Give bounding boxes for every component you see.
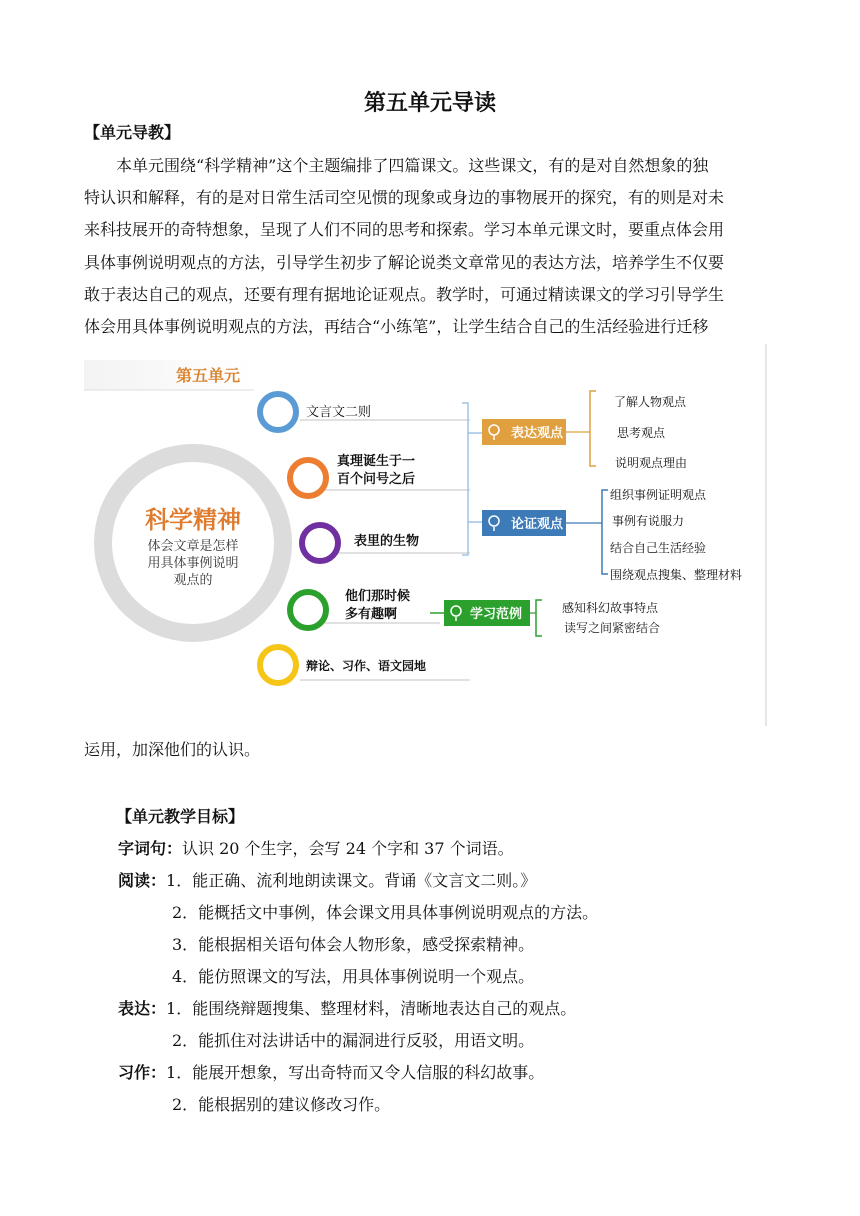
group-item: 读写之间紧密结合 [564, 621, 661, 635]
group-item: 说明观点理由 [615, 456, 688, 470]
goal-line [172, 900, 598, 923]
goal-label: 阅读： [118, 871, 167, 890]
goal-label: 表达： [118, 999, 167, 1018]
center-title: 科学精神 [145, 506, 241, 534]
goal-text: 1．能展开想象，写出奇特而又令人信服的科幻故事。 [166, 1063, 545, 1082]
section-heading-teaching-goals: 【单元教学目标】 [116, 807, 245, 826]
group-label: 论证观点 [511, 517, 564, 532]
unit-label: 第五单元 [176, 366, 241, 385]
group-label: 表达观点 [511, 426, 564, 441]
goal-text: 1．能围绕辩题搜集、整理材料，清晰地表达自己的观点。 [166, 999, 577, 1018]
group-item: 结合自己生活经验 [610, 541, 707, 555]
group-item: 了解人物观点 [614, 395, 687, 409]
goal-label: 习作： [118, 1063, 167, 1082]
lesson-title: 百个问号之后 [337, 472, 416, 487]
intro-line: 特认识和解释，有的是对日常生活司空见惯的现象或身边的事物展开的探究，有的则是对未 [84, 188, 725, 208]
group-bracket [590, 391, 596, 466]
center-text-line: 体会文章是怎样 [147, 539, 239, 554]
center-text-line: 观点的 [173, 573, 213, 588]
document-title: 第五单元导读 [363, 91, 496, 116]
lesson-title: 多有趣啊 [345, 607, 398, 622]
intro-line: 具体事例说明观点的方法，引导学生初步了解论说类文章常见的表达方法，培养学生不仅要 [84, 252, 725, 272]
goal-label: 字词句： [118, 839, 183, 858]
lesson-title: 辩论、习作、语文园地 [306, 659, 427, 673]
group-bracket [536, 600, 542, 636]
group-item: 事例有说服力 [612, 514, 685, 528]
goal-line [118, 1060, 544, 1083]
lesson-title: 他们那时候 [345, 589, 411, 604]
goal-line [172, 1028, 534, 1051]
lesson-circle-icon [290, 592, 326, 628]
lesson-circle-icon [260, 394, 296, 430]
goal-text: 2．能概括文中事例，体会课文用具体事例说明观点的方法。 [172, 903, 599, 922]
group-label: 学习范例 [470, 607, 523, 622]
goal-text: 1．能正确、流利地朗读课文。背诵《文言文二则。》 [166, 871, 537, 890]
goal-line [172, 1092, 390, 1115]
goal-line [172, 932, 534, 955]
goal-line [172, 964, 534, 987]
lesson-title: 真理诞生于一 [337, 454, 416, 469]
intro-line: 来科技展开的奇特想象，呈现了人们不同的思考和探索。学习本单元课文时，要重点体会用 [84, 220, 725, 240]
lesson-title: 文言文二则 [306, 405, 372, 420]
goal-text: 认识 20 个生字，会写 24 个字和 37 个词语。 [182, 839, 514, 858]
intro-line: 本单元围绕“科学精神”这个主题编排了四篇课文。这些课文，有的是对自然想象的独 [116, 156, 709, 175]
group-bracket [602, 490, 608, 574]
goal-text: 2．能抓住对法讲话中的漏洞进行反驳，用语文明。 [172, 1031, 535, 1050]
group-item: 组织事例证明观点 [610, 488, 707, 502]
section-heading-unit-guide: 【单元导教】 [84, 123, 181, 142]
goal-text: 2．能根据别的建议修改习作。 [172, 1095, 391, 1114]
goal-line [118, 836, 514, 859]
goal-text: 3．能根据相关语句体会人物形象，感受探索精神。 [172, 935, 535, 954]
lesson-circle-icon [302, 525, 338, 561]
goal-line [118, 996, 576, 1019]
group-item: 围绕观点搜集、整理材料 [610, 568, 743, 582]
lesson-circle-icon [260, 647, 296, 683]
lesson-title: 表里的生物 [354, 534, 420, 549]
intro-paragraph-tail: 运用，加深他们的认识。 [84, 740, 261, 759]
lesson-circle-icon [290, 460, 326, 496]
lesson-bracket [462, 403, 468, 555]
unit-mind-map [80, 340, 770, 730]
goal-line [118, 868, 536, 891]
group-item: 感知科幻故事特点 [562, 601, 659, 615]
intro-line: 敢于表达自己的观点，还要有理有据地论证观点。教学时，可通过精读课文的学习引导学生 [84, 284, 725, 304]
intro-line: 体会用具体事例说明观点的方法，再结合“小练笔”，让学生结合自己的生活经验进行迁移 [84, 317, 709, 337]
intro-paragraph [84, 150, 776, 343]
group-item: 思考观点 [617, 426, 666, 440]
goal-text: 4．能仿照课文的写法，用具体事例说明一个观点。 [172, 967, 535, 986]
center-text-line: 用具体事例说明 [147, 556, 239, 571]
